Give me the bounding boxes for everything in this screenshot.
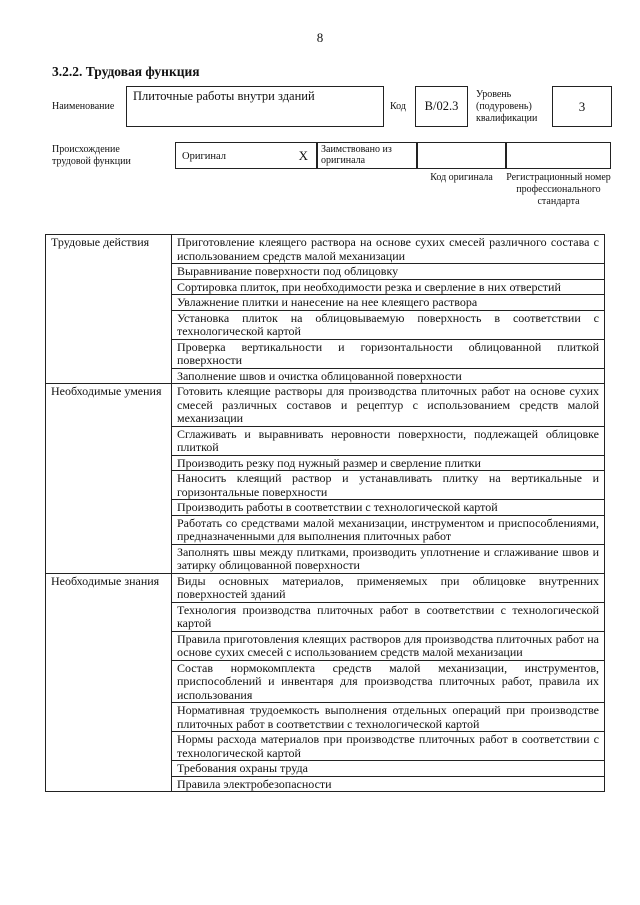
borrowed-field xyxy=(317,142,417,169)
origin-label: Происхождение трудовой функции xyxy=(52,144,131,167)
original-label: Оригинал xyxy=(182,151,226,162)
original-mark: X xyxy=(298,148,308,163)
list-item: Готовить клеящие растворы для производства плиточных работ на основе сухих смесей различных составов и рецептур с использованием средств малой механизации xyxy=(172,384,605,427)
list-item: Сортировка плиток, при необходимости резка и сверление в них отверстий xyxy=(172,279,605,295)
reg-number-field xyxy=(506,142,611,169)
list-item: Состав нормокомплекта средств малой механизации, инструментов, приспособлений и инвентаря для производства плиточных работ, правила их использования xyxy=(172,660,605,703)
list-item: Правила приготовления клеящих растворов для производства плиточных работ на основе сухих смесей с использованием средств малой механизации xyxy=(172,631,605,660)
list-item: Виды основных материалов, применяемых при облицовке внутренних поверхностей зданий xyxy=(172,573,605,602)
list-item: Проверка вертикальности и горизонтальности облицованной плиткой поверхности xyxy=(172,339,605,368)
level-field xyxy=(552,86,612,127)
original-field xyxy=(175,142,317,169)
name-label: Наименование xyxy=(52,101,115,112)
list-item: Нормы расхода материалов при производстве плиточных работ в соответствии с технологической картой xyxy=(172,732,605,761)
table-row xyxy=(46,235,605,264)
list-item: Технология производства плиточных работ в соответствии с технологической картой xyxy=(172,602,605,631)
function-name-value: Плиточные работы внутри зданий xyxy=(133,89,315,103)
code-field xyxy=(415,86,468,127)
section-label: Необходимые умения xyxy=(46,384,172,574)
section-label: Необходимые знания xyxy=(46,573,172,792)
table-row xyxy=(46,384,605,427)
list-item: Установка плиток на облицовываемую поверхность в соответствии с технологической картой xyxy=(172,310,605,339)
function-details-table xyxy=(45,234,605,792)
level-label: Уровень (подуровень) квалификации xyxy=(476,89,538,124)
code-label: Код xyxy=(390,101,406,112)
list-item: Производить работы в соответствии с технологической картой xyxy=(172,500,605,516)
list-item: Наносить клеящий раствор и устанавливать плитку на вертикальные и горизонтальные поверхности xyxy=(172,471,605,500)
list-item: Производить резку под нужный размер и сверление плитки xyxy=(172,455,605,471)
list-item: Правила электробезопасности xyxy=(172,776,605,792)
code-original-caption: Код оригинала xyxy=(430,172,493,183)
list-item: Увлажнение плитки и нанесение на нее клеящего раствора xyxy=(172,295,605,311)
list-item: Заполнение швов и очистка облицованной поверхности xyxy=(172,368,605,384)
code-value: B/02.3 xyxy=(424,99,459,113)
borrowed-label: Заимствовано из оригинала xyxy=(321,144,392,166)
list-item: Сглаживать и выравнивать неровности поверхности, подлежащей облицовке плиткой xyxy=(172,426,605,455)
list-item: Приготовление клеящего раствора на основе сухих смесей различного состава с использованием средств малой механизации xyxy=(172,235,605,264)
reg-number-caption: Регистрационный номер профессионального стандарта xyxy=(506,172,611,207)
list-item: Выравнивание поверхности под облицовку xyxy=(172,264,605,280)
list-item: Нормативная трудоемкость выполнения отдельных операций при производстве плиточных работ в соответствии с технологической картой xyxy=(172,703,605,732)
list-item: Заполнять швы между плитками, производить уплотнение и сглаживание швов и затирку облицованной поверхности xyxy=(172,544,605,573)
function-name-field xyxy=(126,86,384,127)
list-item: Работать со средствами малой механизации, инструментом и приспособлениями, предназначенными для выполнения плиточных работ xyxy=(172,515,605,544)
section-label: Трудовые действия xyxy=(46,235,172,384)
code-original-field xyxy=(417,142,506,169)
section-title: 3.2.2. Трудовая функция xyxy=(52,64,200,79)
page-number: 8 xyxy=(316,30,324,45)
table-row xyxy=(46,573,605,602)
list-item: Требования охраны труда xyxy=(172,761,605,777)
level-value: 3 xyxy=(578,99,586,114)
